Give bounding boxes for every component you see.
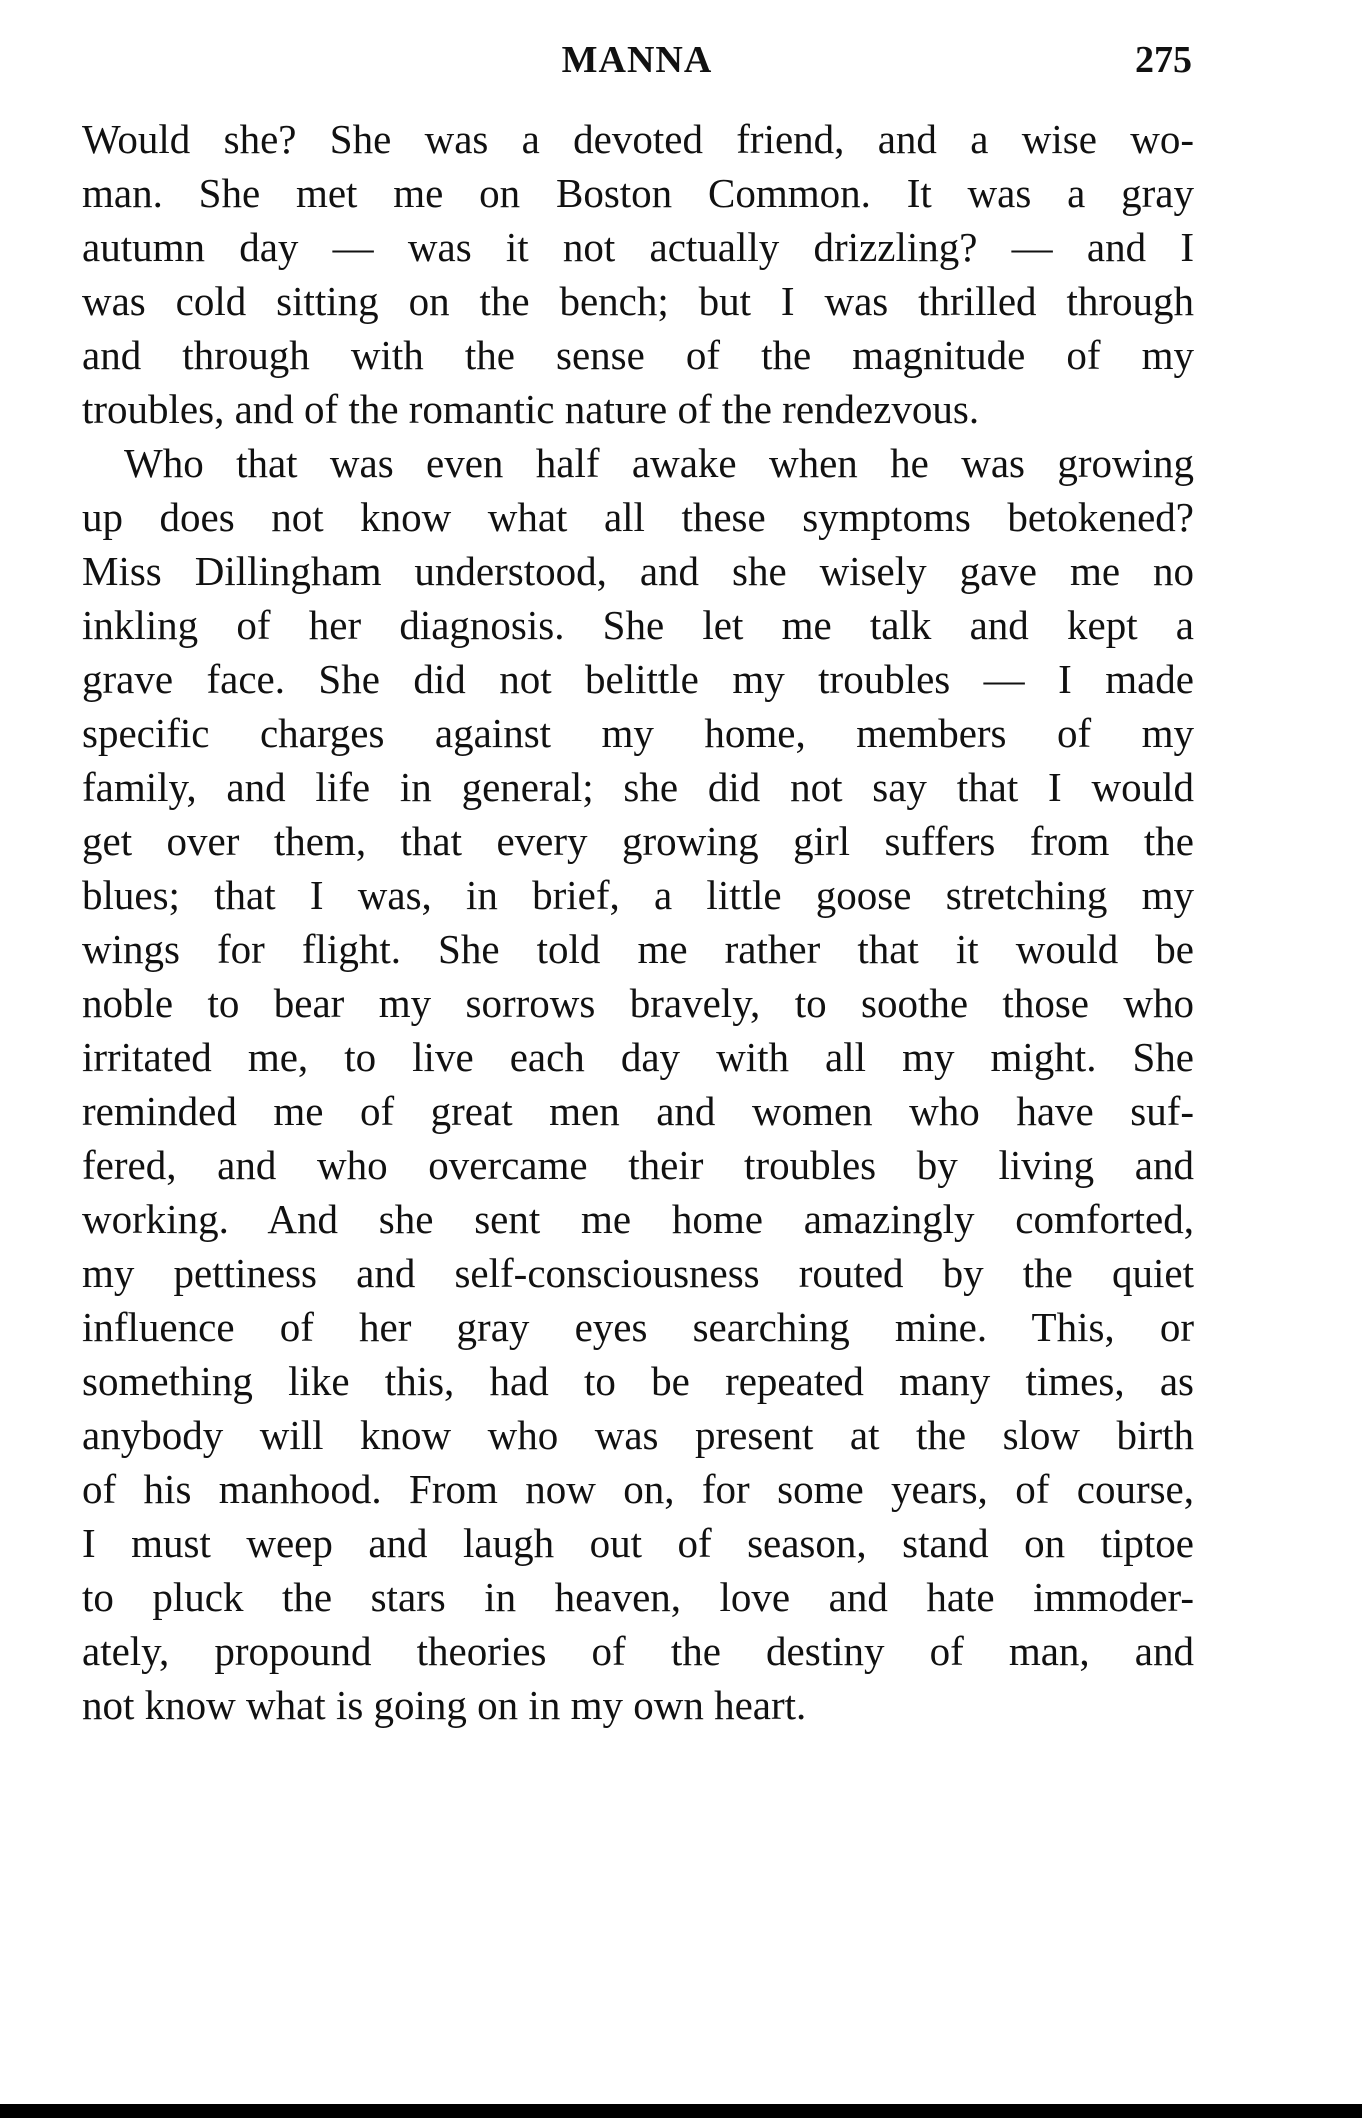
text-line: working. And she sent me home amazingly comforted,	[82, 1196, 1194, 1242]
text-line: irritated me, to live each day with all my might. She	[82, 1034, 1194, 1080]
text-line: I must weep and laugh out of season, stand on tiptoe	[82, 1520, 1194, 1566]
text-line: autumn day — was it not actually drizzling? — and I	[82, 224, 1194, 270]
text-line: noble to bear my sorrows bravely, to soothe those who	[82, 980, 1194, 1026]
text-line: get over them, that every growing girl suffers from the	[82, 818, 1194, 864]
text-line: not know what is going on in my own heart.	[82, 1682, 807, 1728]
text-line: reminded me of great men and women who have suf-	[82, 1088, 1194, 1134]
text-line: Would she? She was a devoted friend, and a wise wo-	[82, 116, 1194, 162]
text-line: anybody will know who was present at the slow birth	[82, 1412, 1194, 1458]
text-line: man. She met me on Boston Common. It was a gray	[82, 170, 1194, 216]
text-line: of his manhood. From now on, for some years, of course,	[82, 1466, 1194, 1512]
text-line: inkling of her diagnosis. She let me talk and kept a	[82, 602, 1194, 648]
paragraph-1	[82, 112, 1194, 436]
text-line: up does not know what all these symptoms betokened?	[82, 494, 1194, 540]
text-line: specific charges against my home, members of my	[82, 710, 1194, 756]
text-line: fered, and who overcame their troubles by living and	[82, 1142, 1194, 1188]
text-line: ately, propound theories of the destiny of man, and	[82, 1628, 1194, 1674]
bottom-scan-border	[0, 2104, 1362, 2118]
text-line: troubles, and of the romantic nature of the rendezvous.	[82, 386, 980, 432]
text-line: and through with the sense of the magnitude of my	[82, 332, 1194, 378]
page-header	[82, 38, 1192, 98]
paragraph-2	[82, 436, 1194, 1732]
text-line: blues; that I was, in brief, a little goose stretching my	[82, 872, 1194, 918]
body-text	[82, 112, 1194, 1732]
text-line: influence of her gray eyes searching mine. This, or	[82, 1304, 1194, 1350]
text-line: my pettiness and self-consciousness routed by the quiet	[82, 1250, 1194, 1296]
text-line: Miss Dillingham understood, and she wisely gave me no	[82, 548, 1194, 594]
text-line: wings for flight. She told me rather that it would be	[82, 926, 1194, 972]
text-line: Who that was even half awake when he was growing	[124, 440, 1194, 486]
text-line: was cold sitting on the bench; but I was thrilled through	[82, 278, 1194, 324]
text-line: something like this, had to be repeated many times, as	[82, 1358, 1194, 1404]
running-title: MANNA	[561, 39, 713, 81]
page-number: 275	[1135, 39, 1192, 81]
text-line: to pluck the stars in heaven, love and hate immoder-	[82, 1574, 1194, 1620]
text-line: grave face. She did not belittle my troubles — I made	[82, 656, 1194, 702]
text-line: family, and life in general; she did not say that I would	[82, 764, 1194, 810]
